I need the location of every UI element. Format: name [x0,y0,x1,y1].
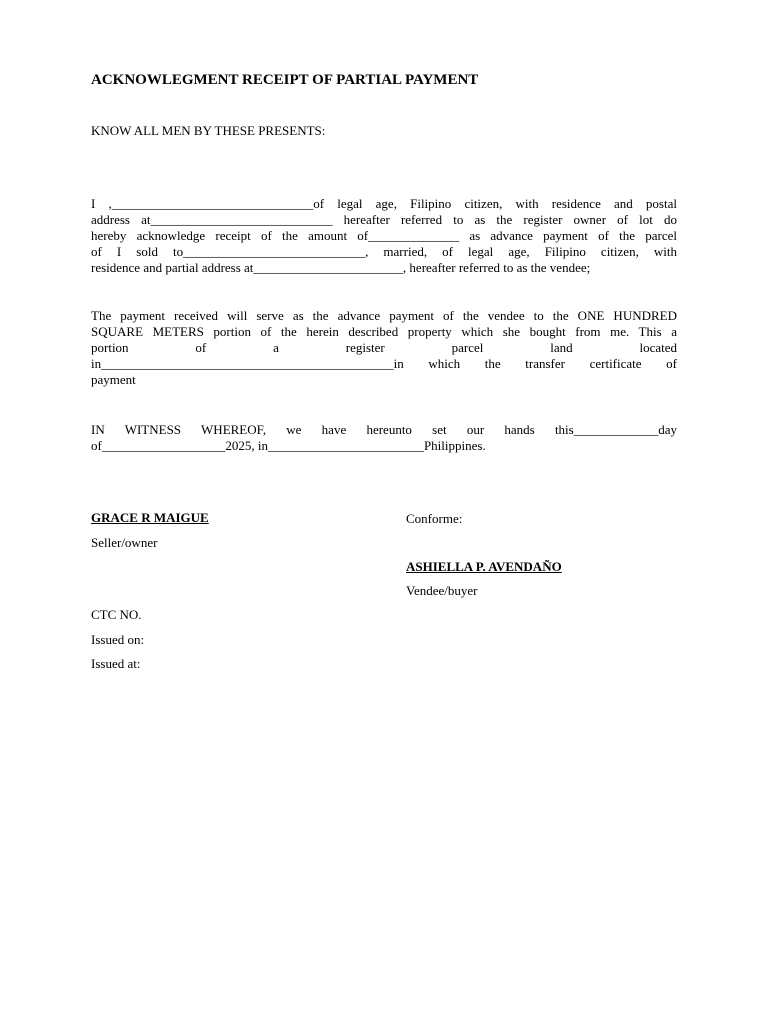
paragraph-line: portion of a register parcel land located [91,340,677,355]
ctc-issued-on: Issued on: [91,632,145,647]
paragraph-acknowledgment [91,196,677,276]
ctc-issued-at: Issued at: [91,656,141,671]
paragraph-line: hereby acknowledge receipt of the amount of______________ as advance payment of the parcel [91,228,677,243]
paragraph-line: of I sold to____________________________, married, of legal age, Filipino citizen, with [91,244,677,259]
seller-role: Seller/owner [91,535,158,550]
document-title: ACKNOWLEGMENT RECEIPT OF PARTIAL PAYMENT [91,72,479,88]
seller-name: GRACE R MAIGUE [91,510,209,525]
buyer-role: Vendee/buyer [406,583,478,598]
paragraph-line: I ,_______________________________of legal age, Filipino citizen, with residence and postal [91,196,677,211]
paragraph-line: in_____________________________________________in which the transfer certificate of [91,356,677,371]
buyer-name: ASHIELLA P. AVENDAÑO [406,559,562,574]
paragraph-line: of___________________2025, in________________________Philippines. [91,438,486,453]
paragraph-line: IN WITNESS WHEREOF, we have hereunto set our hands this_____________day [91,422,677,437]
paragraph-witness [91,422,677,454]
conforme-label: Conforme: [406,511,463,526]
paragraph-line: SQUARE METERS portion of the herein described property which she bought from me. This a [91,324,677,339]
paragraph-line: address at____________________________ hereafter referred to as the register owner of lot do [91,212,677,227]
ctc-label: CTC NO. [91,607,142,622]
paragraph-payment-purpose [91,308,677,388]
paragraph-line: The payment received will serve as the advance payment of the vendee to the ONE HUNDRED [91,308,677,323]
paragraph-line: residence and partial address at_______________________, hereafter referred to as the vendee; [91,260,591,275]
paragraph-line: payment [91,372,136,387]
document-subtitle: KNOW ALL MEN BY THESE PRESENTS: [91,123,326,138]
